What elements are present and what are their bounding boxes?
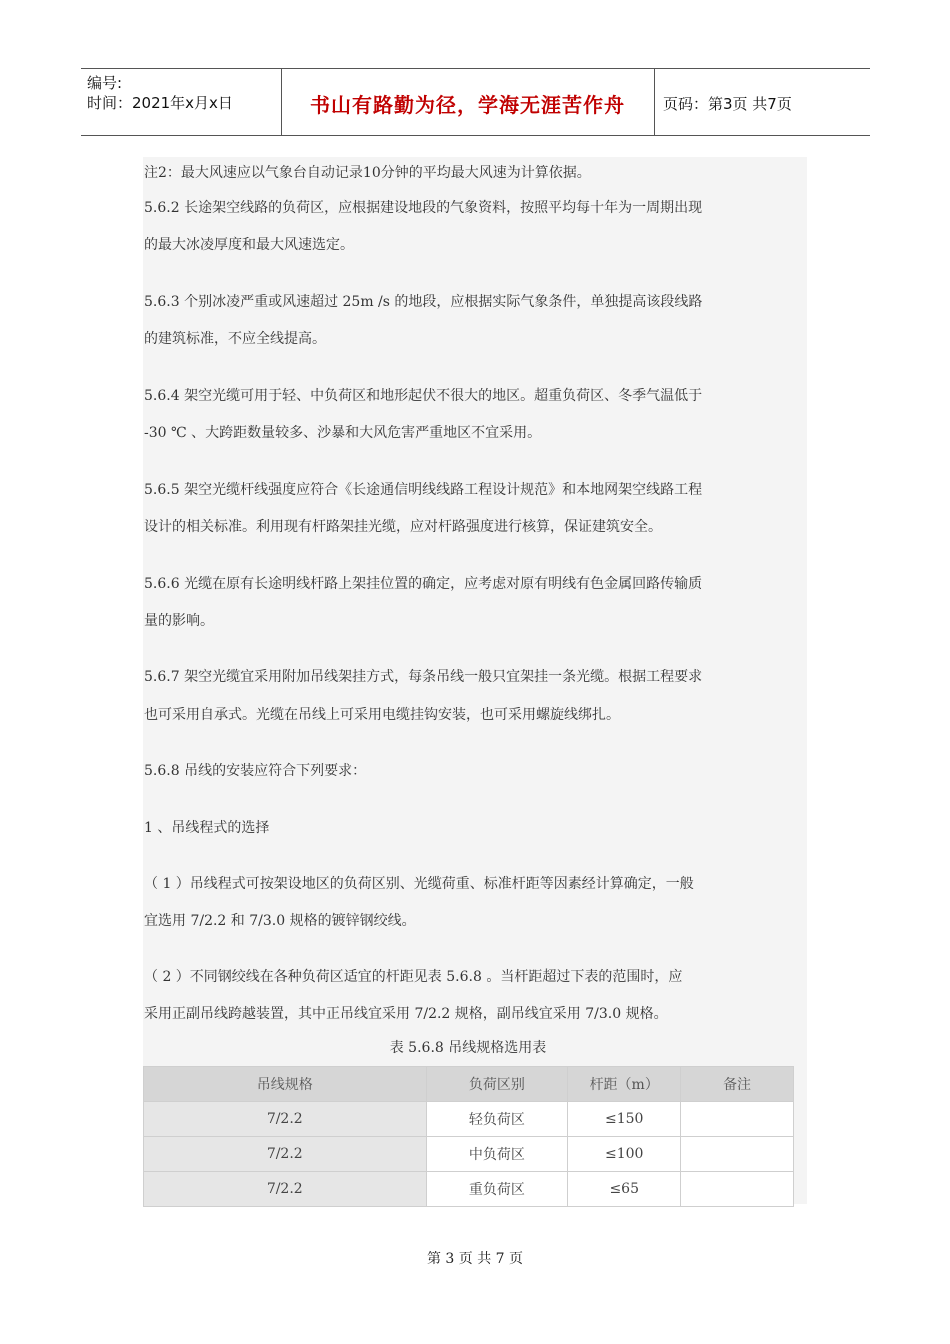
body-line: （ 2 ）不同钢绞线在各种负荷区适宜的杆距见表 5.6.8 。当杆距超过下表的范围时，应 — [144, 969, 683, 985]
body-line: 的最大冰凌厚度和最大风速选定。 — [144, 237, 354, 253]
body-line: 注2：最大风速应以气象台自动记录10分钟的平均最大风速为计算依据。 — [144, 165, 591, 181]
table-cell: ≤150 — [568, 1102, 681, 1137]
header-page-label: 页码：第3页 共7页 — [663, 94, 792, 113]
body-line: -30 ℃ 、大跨距数量较多、沙暴和大风危害严重地区不宜采用。 — [144, 425, 542, 441]
table-cell: 7/2.2 — [144, 1172, 427, 1207]
body-line: 1 、吊线程式的选择 — [144, 820, 270, 836]
body-line: 设计的相关标准。利用现有杆路架挂光缆，应对杆路强度进行核算，保证建筑安全。 — [144, 519, 662, 535]
body-line: 5.6.3 个别冰凌严重或风速超过 25m /s 的地段，应根据实际气象条件，单独提高该段线路 — [144, 294, 703, 310]
column-header: 杆距（m） — [568, 1067, 681, 1102]
header-divider-right — [654, 69, 655, 135]
number-label: 编号: — [87, 74, 123, 92]
table-caption: 表 5.6.8 吊线规格选用表 — [389, 1040, 547, 1056]
body-line: 5.6.5 架空光缆杆线强度应符合《长途通信明线线路工程设计规范》和本地网架空线路工程 — [144, 482, 703, 498]
body-line: 5.6.7 架空光缆宜采用附加吊线架挂方式，每条吊线一般只宜架挂一条光缆。根据工程要求 — [144, 669, 703, 685]
table-row — [144, 1172, 794, 1207]
page-header — [81, 68, 870, 136]
body-line: 的建筑标准，不应全线提高。 — [144, 331, 326, 347]
table-cell: 重负荷区 — [426, 1172, 568, 1207]
body-line: 5.6.4 架空光缆可用于轻、中负荷区和地形起伏不很大的地区。超重负荷区、冬季气温低于 — [144, 388, 703, 404]
column-header: 负荷区别 — [426, 1067, 568, 1102]
body-line: 也可采用自承式。光缆在吊线上可采用电缆挂钩安装，也可采用螺旋线绑扎。 — [144, 707, 620, 723]
table-cell: 轻负荷区 — [426, 1102, 568, 1137]
body-line: 5.6.6 光缆在原有长途明线杆路上架挂位置的确定，应考虑对原有明线有色金属回路传输质 — [144, 576, 703, 592]
body-line: 5.6.8 吊线的安装应符合下列要求： — [144, 763, 367, 779]
table-header-row — [144, 1067, 794, 1102]
table-cell — [681, 1102, 794, 1137]
table-cell — [681, 1137, 794, 1172]
table-cell: ≤65 — [568, 1172, 681, 1207]
table-row — [144, 1102, 794, 1137]
page-footer: 第 3 页 共 7 页 — [426, 1251, 524, 1267]
time-label: 时间：2021年x月x日 — [87, 94, 233, 112]
body-line: 宜选用 7/2.2 和 7/3.0 规格的镀锌钢绞线。 — [144, 913, 416, 929]
table-cell: 中负荷区 — [426, 1137, 568, 1172]
table-row — [144, 1137, 794, 1172]
header-motto: 书山有路勤为径，学海无涯苦作舟 — [310, 92, 625, 117]
table-cell: ≤100 — [568, 1137, 681, 1172]
body-line: 5.6.2 长途架空线路的负荷区，应根据建设地段的气象资料，按照平均每十年为一周期出现 — [144, 200, 703, 216]
body-line: 采用正副吊线跨越装置，其中正吊线宜采用 7/2.2 规格，副吊线宜采用 7/3.0 规格。 — [144, 1006, 668, 1022]
column-header: 备注 — [681, 1067, 794, 1102]
header-meta — [87, 73, 233, 113]
table-cell: 7/2.2 — [144, 1102, 427, 1137]
column-header: 吊线规格 — [144, 1067, 427, 1102]
body-line: 量的影响。 — [144, 613, 214, 629]
table-cell — [681, 1172, 794, 1207]
table-cell: 7/2.2 — [144, 1137, 427, 1172]
body-line: （ 1 ）吊线程式可按架设地区的负荷区别、光缆荷重、标准杆距等因素经计算确定，一般 — [144, 876, 694, 892]
spec-table — [143, 1066, 794, 1207]
